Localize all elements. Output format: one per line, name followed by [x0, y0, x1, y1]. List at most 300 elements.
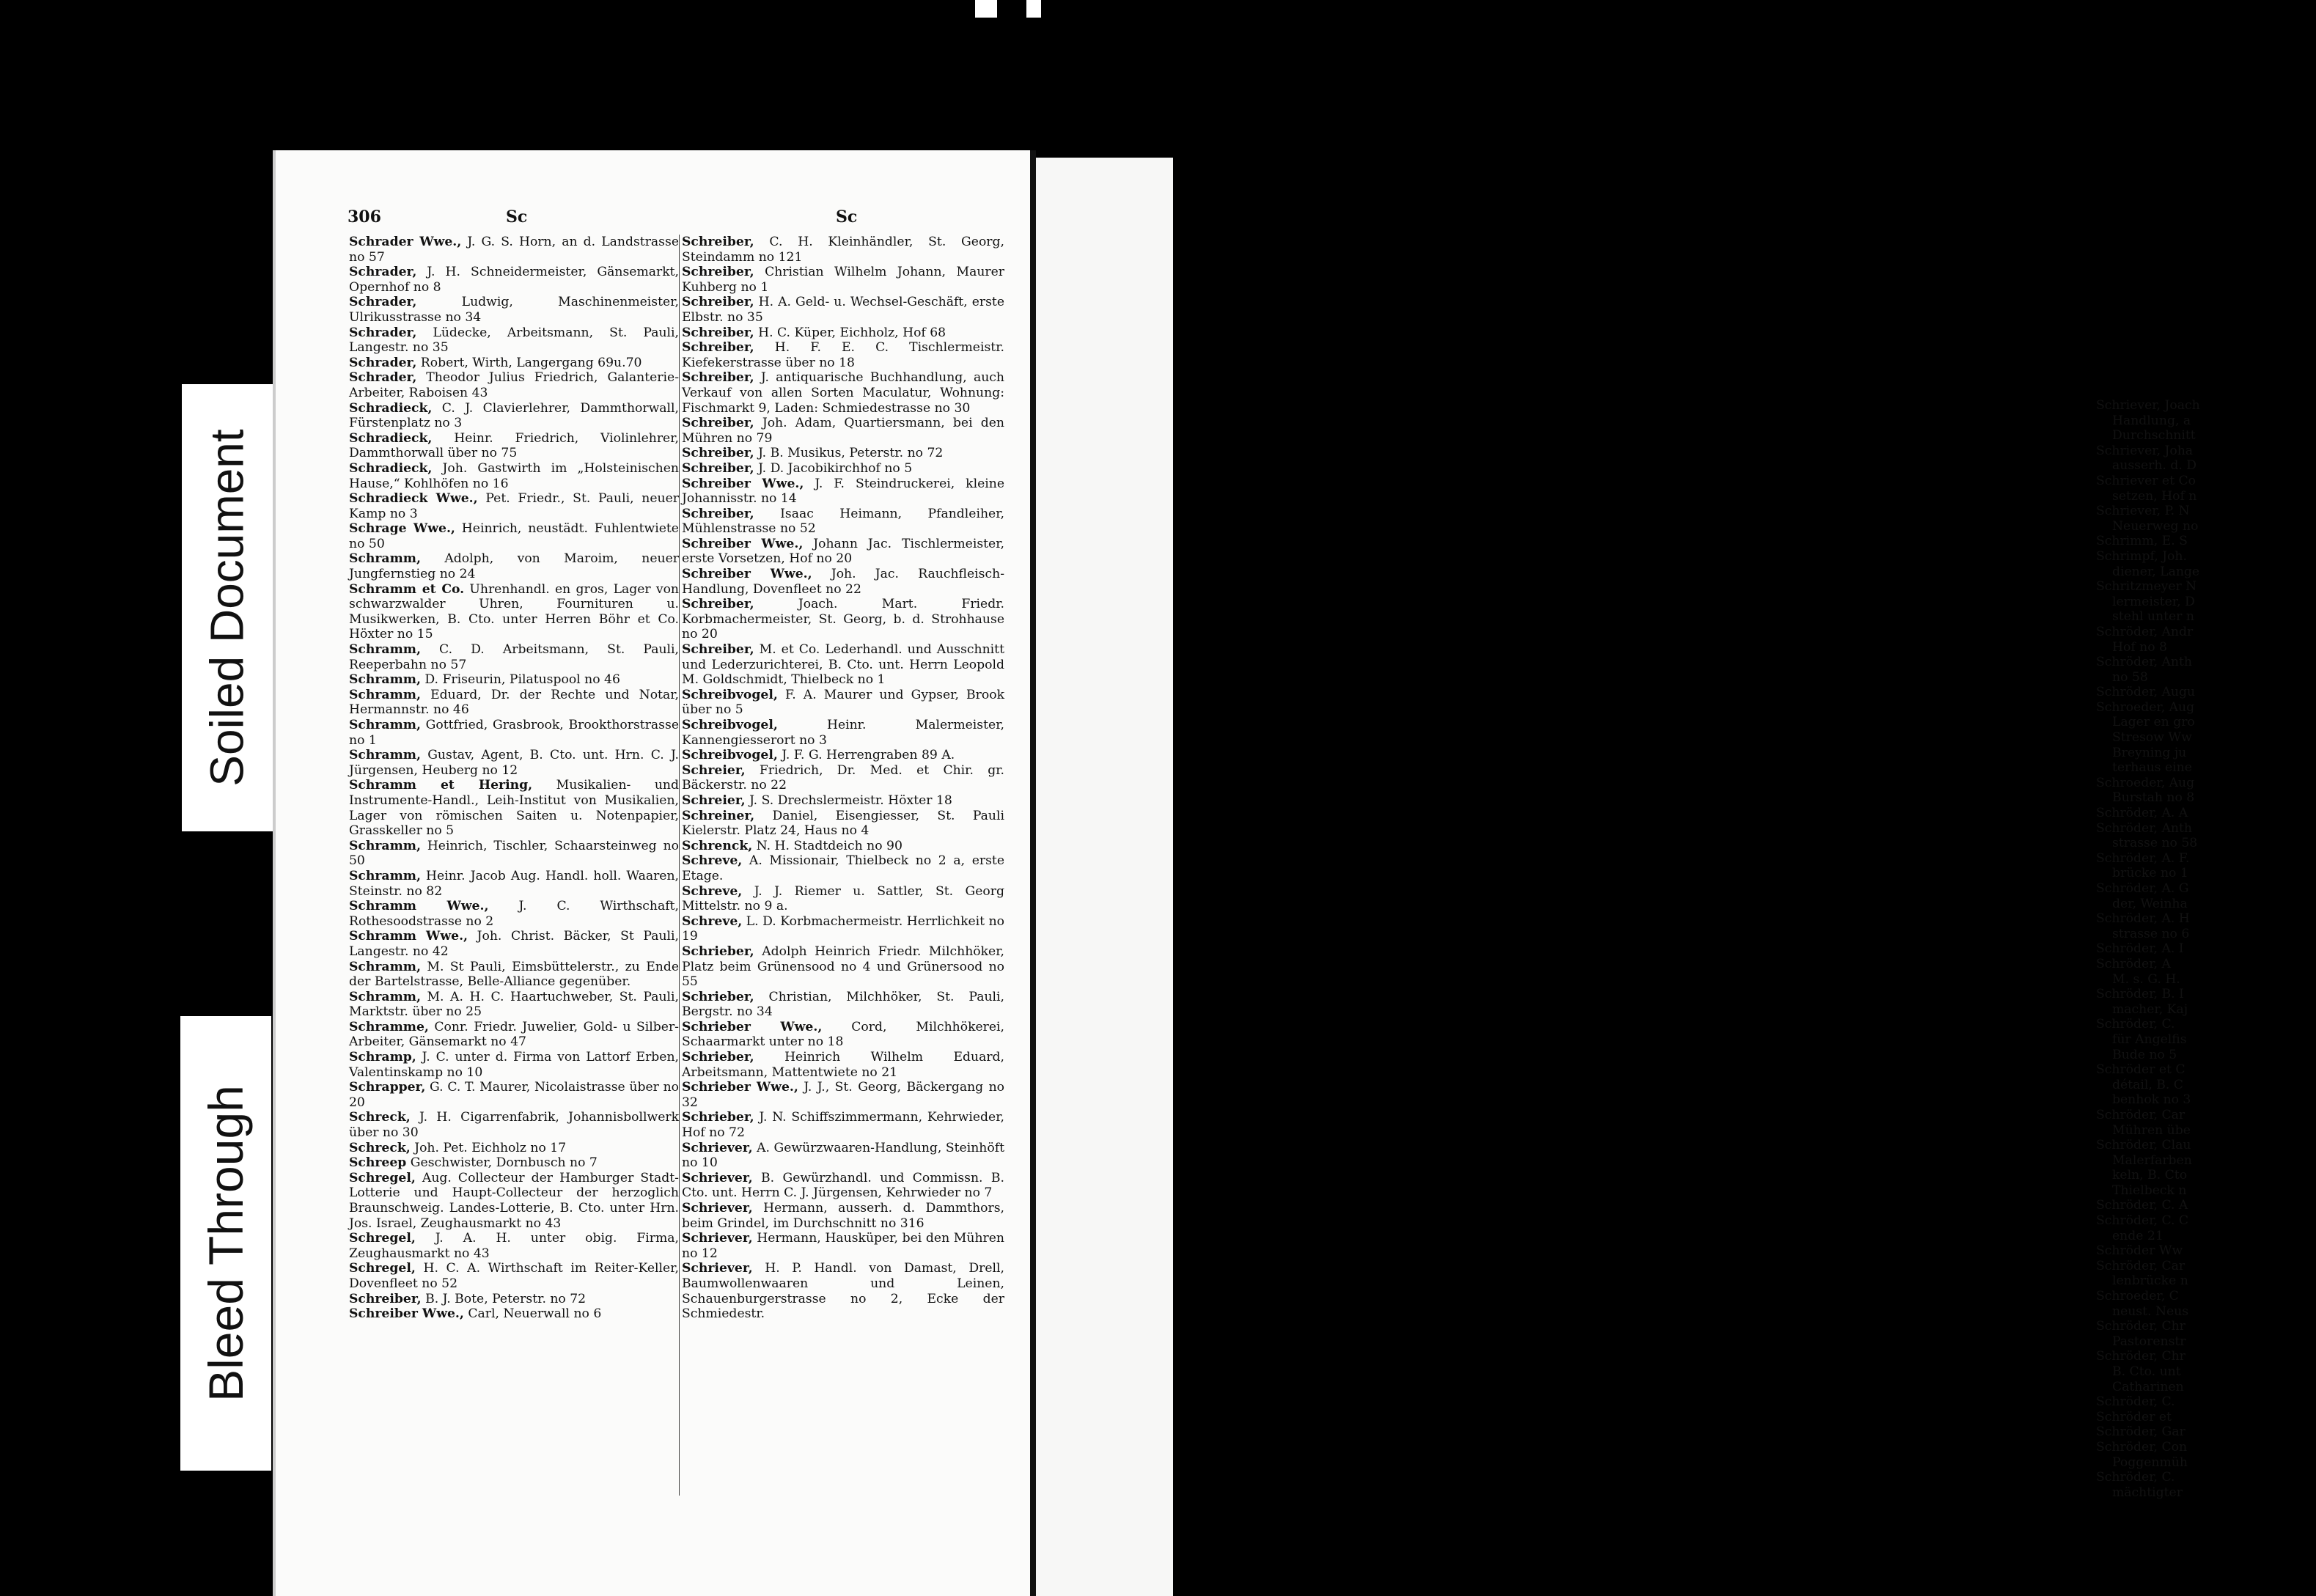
partial-entry-line: Schrimm, E. S — [2096, 534, 2188, 549]
entry-details: Uhrenhandl. en gros, Lager von schwarzwalder Uhren, Fournituren u. Musikwerken, B. Cto. unter Herren Böhr et Co. Höxter no 15 — [349, 581, 680, 642]
entry-name: Schradieck, — [349, 400, 433, 416]
entry-details: J. H. Schneidermeister, Gänsemarkt, Opernhof no 8 — [349, 265, 679, 295]
entry-details: M. et Co. Lederhandl. und Ausschnitt und Lederzurichterei, B. Cto. unt. Herrn Leopold M. Goldschmidt, Thielbeck no 1 — [682, 642, 1004, 688]
directory-entry — [682, 718, 1004, 748]
partial-entry-line: für Angelfis — [2112, 1031, 2187, 1047]
directory-entry — [682, 507, 1004, 537]
partial-entry-line: Durchschnitt — [2112, 428, 2196, 444]
partial-entry-line: Hof no 8 — [2112, 639, 2167, 655]
partial-entry-line: stehl unter n — [2112, 609, 2194, 625]
entry-details: Joh. Jac. Rauchfleisch-Handlung, Dovenfleet no 22 — [682, 567, 1004, 597]
entry-details: Daniel, Eisengiesser, St. Pauli Kielerstr. Platz 24, Haus no 4 — [682, 808, 1004, 839]
directory-entry — [349, 1292, 679, 1307]
entry-name: Schriever, — [682, 1231, 753, 1246]
partial-entry-line: Thielbeck n — [2112, 1183, 2187, 1198]
directory-entry — [682, 1171, 1004, 1201]
partial-entry-line: benhok no 3 — [2112, 1092, 2191, 1108]
entry-name: Schreiber Wwe., — [682, 567, 812, 582]
entry-details: B. Gewürzhandl. und Commissn. B. Cto. unt. Herrn C. J. Jürgensen, Kehrwieder no 7 — [682, 1170, 1004, 1201]
entry-details: J. N. Schiffszimmermann, Kehrwieder, Hof no 72 — [682, 1110, 1004, 1141]
entry-details: J. antiquarische Buchhandlung, auch Verkauf von allen Sorten Maculatur, Wohnung: Fischmarkt 9, Laden: Schmiedestrasse no 30 — [682, 370, 1004, 416]
entry-name: Schregel, — [349, 1231, 416, 1246]
partial-entry-line: lermeister, D — [2112, 594, 2195, 609]
partial-entry-line: Poggenmüh — [2112, 1455, 2188, 1470]
entry-details: M. A. H. C. Haartuchweber, St. Pauli, Marktstr. über no 25 — [349, 989, 679, 1020]
binding-tab — [997, 0, 1026, 81]
partial-entry-line: Schröder, Car — [2096, 1258, 2186, 1273]
partial-entry-line: Schröder, C. — [2096, 1394, 2175, 1410]
bleed-through-label — [180, 1016, 271, 1471]
partial-entry-line: Schröder et C — [2096, 1062, 2186, 1078]
entry-details: Cord, Milchhökerei, Schaarmarkt unter no 18 — [682, 1019, 1004, 1050]
partial-entry-line: Schröder, C. A — [2096, 1198, 2188, 1213]
partial-entry-line: B. Cto. unt — [2112, 1364, 2181, 1379]
directory-entry — [349, 1171, 679, 1231]
entry-details: B. J. Bote, Peterstr. no 72 — [421, 1291, 587, 1306]
entry-details: J. H. Cigarrenfabrik, Johannisbollwerk über no 30 — [349, 1110, 679, 1141]
directory-entry — [682, 340, 1004, 370]
directory-entry — [682, 914, 1004, 944]
partial-entry-line: Schröder, C. — [2096, 1470, 2175, 1485]
partial-entry-line: Schroeder, Aug — [2096, 775, 2195, 790]
entry-name: Schreibvogel, — [682, 718, 778, 732]
entry-name: Schramm, — [349, 718, 421, 732]
directory-entry — [349, 235, 679, 265]
directory-entry — [682, 370, 1004, 416]
entry-details: Lüdecke, Arbeitsmann, St. Pauli, Langestr. no 35 — [349, 325, 679, 356]
partial-entry-line: Handlung, a — [2112, 413, 2191, 428]
entry-name: Schrader, — [349, 265, 417, 280]
entry-details: H. P. Handl. von Damast, Drell, Baumwollenwaaren und Leinen, Schauenburgerstrasse no 2, Ecke der Schmiedestr. — [682, 1261, 1004, 1322]
entry-name: Schreiber, — [682, 235, 754, 249]
entry-name: Schreiber Wwe., — [349, 1306, 464, 1322]
running-head-right: Sc — [836, 207, 858, 227]
partial-entry-line: Schröder, Anth — [2096, 655, 2192, 670]
entry-name: Schriever, — [682, 1261, 753, 1276]
entry-name: Schreiber, — [682, 265, 754, 280]
directory-entry — [682, 748, 1004, 763]
entry-name: Schramp, — [349, 1050, 416, 1065]
directory-entry — [349, 1261, 679, 1291]
entry-details: J. B. Musikus, Peterstr. no 72 — [754, 446, 944, 461]
entry-name: Schramm et Hering, — [349, 778, 533, 793]
entry-details: M. St Pauli, Eimsbüttelerstr., zu Ende der Bartelstrasse, Belle-Alliance gegenüber. — [349, 959, 679, 990]
directory-entry — [349, 688, 679, 718]
entry-name: Schregel, — [349, 1170, 416, 1185]
entry-name: Schramme, — [349, 1019, 429, 1034]
entry-name: Schrieber, — [682, 1110, 754, 1125]
right-page — [1036, 158, 2200, 1596]
entry-details: J. A. H. unter obig. Firma, Zeughausmarkt no 43 — [349, 1231, 679, 1261]
entry-details: Christian, Milchhöker, St. Pauli, Bergstr. no 34 — [682, 989, 1004, 1020]
directory-entry — [682, 1020, 1004, 1050]
partial-entry-line: Malerfarben — [2112, 1152, 2192, 1168]
partial-entry-line: neust. Neus — [2112, 1303, 2189, 1319]
directory-entry — [349, 718, 679, 748]
directory-column-left — [349, 235, 679, 1322]
entry-name: Schriever, — [682, 1140, 753, 1155]
entry-name: Schramm Wwe., — [349, 899, 489, 914]
entry-name: Schrader, — [349, 325, 417, 340]
partial-entry-line: Schröder, A — [2096, 956, 2171, 971]
directory-entry — [682, 597, 1004, 642]
partial-entry-line: Schröder, C. C — [2096, 1213, 2189, 1229]
entry-name: Schrader, — [349, 355, 417, 370]
entry-details: Joh. Pet. Eichholz no 17 — [410, 1140, 567, 1155]
entry-name: Schreiber, — [682, 446, 754, 461]
directory-entry — [349, 431, 679, 461]
partial-entry-line: Schröder, Car — [2096, 1107, 2186, 1122]
entry-name: Schreiber Wwe., — [682, 476, 804, 491]
partial-entry-line: terhaus eine — [2112, 760, 2192, 776]
directory-entry — [682, 763, 1004, 793]
directory-entry — [349, 839, 679, 869]
entry-details: Musikalien- und Instrumente-Handl., Leih-Institut von Musikalien, Lager von römischen Saiten u. Notenpapier, Grasskeller no 5 — [349, 778, 679, 839]
directory-entry — [682, 567, 1004, 597]
entry-name: Schreiber, — [349, 1291, 422, 1306]
entry-name: Schrage Wwe., — [349, 521, 455, 537]
entry-details: N. H. Stadtdeich no 90 — [752, 838, 902, 853]
directory-entry — [682, 295, 1004, 325]
entry-name: Schreiber, — [682, 325, 754, 340]
entry-details: Christian Wilhelm Johann, Maurer Kuhberg no 1 — [682, 265, 1004, 295]
partial-entry-line: M. s. G. H. — [2112, 971, 2180, 987]
entry-details: Hermann, ausserh. d. Dammthors, beim Grindel, im Durchschnitt no 316 — [682, 1201, 1004, 1231]
entry-name: Schreiber, — [682, 642, 754, 658]
partial-entry-line: Breyning ju — [2112, 745, 2187, 760]
directory-entry — [349, 295, 679, 325]
entry-details: F. A. Maurer und Gypser, Brook über no 5 — [682, 687, 1004, 718]
directory-entry — [682, 1110, 1004, 1140]
directory-entry — [682, 326, 1004, 341]
entry-name: Schramm, — [349, 687, 421, 702]
entry-details: Heinr. Friedrich, Violinlehrer, Dammthorwall über no 75 — [349, 430, 679, 461]
directory-entry — [349, 929, 679, 959]
entry-details: Theodor Julius Friedrich, Galanterie-Arbeiter, Raboisen 43 — [349, 370, 679, 400]
entry-details: J. J. Riemer u. Sattler, St. Georg Mittelstr. no 9 a. — [682, 883, 1004, 914]
directory-entry — [349, 778, 679, 838]
entry-name: Schriever, — [682, 1170, 753, 1185]
partial-entry-line: Stresow Ww — [2112, 730, 2192, 746]
entry-details: G. C. T. Maurer, Nicolaistrasse über no 20 — [349, 1080, 679, 1110]
entry-details: J. G. S. Horn, an d. Landstrasse no 57 — [349, 235, 679, 265]
entry-name: Schreiber, — [682, 340, 754, 356]
directory-entry — [349, 265, 679, 295]
directory-entry — [682, 990, 1004, 1020]
soiled-document-text: Soiled Document — [201, 429, 254, 787]
directory-entry — [349, 521, 679, 551]
directory-entry — [349, 1141, 679, 1156]
directory-entry — [682, 265, 1004, 295]
partial-entry-line: strasse no 58 — [2112, 836, 2198, 851]
entry-name: Schramm, — [349, 642, 421, 658]
directory-entry — [349, 869, 679, 899]
entry-details: Joh. Gastwirth im „Holsteinischen Hause,“ Kohlhöfen no 16 — [349, 460, 679, 491]
partial-entry-line: mächtigter — [2112, 1485, 2183, 1500]
directory-entry — [682, 642, 1004, 688]
partial-entry-line: Schröder, A. I — [2096, 941, 2184, 957]
entry-name: Schreiber, — [682, 597, 754, 612]
entry-details: Aug. Collecteur der Hamburger Stadt-Lotterie und Haupt-Collecteur der herzoglich Braunschweig. Landes-Lotterie, B. Cto. unter Hrn. Jos. Israel, Zeughausmarkt no 43 — [349, 1170, 679, 1231]
entry-name: Schramm, — [349, 989, 421, 1004]
directory-entry — [349, 642, 679, 672]
entry-name: Schramm, — [349, 838, 421, 853]
partial-entry-line: Schröder, A. A — [2096, 806, 2188, 821]
partial-entry-line: Schröder, Augu — [2096, 685, 2196, 700]
directory-entry — [682, 1201, 1004, 1231]
bleed-through-text: Bleed Through — [199, 1085, 253, 1402]
directory-entry — [682, 1261, 1004, 1321]
entry-details: Heinr. Jacob Aug. Handl. holl. Waaren, Steinstr. no 82 — [349, 868, 679, 899]
entry-name: Schreve, — [682, 913, 743, 929]
entry-details: Heinrich, neustädt. Fuhlentwiete no 50 — [349, 521, 679, 551]
partial-entry-line: Bude no 5 — [2112, 1047, 2177, 1062]
directory-entry — [682, 446, 1004, 461]
entry-name: Schramm Wwe., — [349, 929, 468, 944]
entry-details: H. C. Küper, Eichholz, Hof 68 — [754, 325, 946, 340]
entry-name: Schreve, — [682, 883, 743, 899]
partial-entry-line: keln, B. Cto — [2112, 1168, 2188, 1183]
entry-name: Schramm et Co. — [349, 581, 465, 597]
partial-entry-line: Schroeder, Aug — [2096, 699, 2195, 715]
partial-entry-line: Burstah no 8 — [2112, 790, 2195, 806]
entry-name: Schrieber, — [682, 989, 754, 1004]
entry-details: H. C. A. Wirthschaft im Reiter-Keller, Dovenfleet no 52 — [349, 1261, 679, 1291]
entry-details: J. S. Drechslermeistr. Höxter 18 — [745, 793, 952, 808]
directory-entry — [682, 416, 1004, 446]
partial-entry-line: lenbrücke n — [2112, 1273, 2188, 1289]
partial-entry-line: Schriever, Joha — [2096, 443, 2194, 458]
entry-name: Schradieck Wwe., — [349, 491, 478, 507]
entry-name: Schrader, — [349, 295, 417, 310]
directory-entry — [349, 960, 679, 990]
entry-name: Schregel, — [349, 1261, 416, 1276]
directory-entry — [682, 853, 1004, 883]
entry-name: Schriever, — [682, 1201, 753, 1216]
directory-entry — [682, 793, 1004, 809]
directory-entry — [682, 944, 1004, 990]
running-head-left: Sc — [506, 207, 528, 227]
directory-entry — [349, 1080, 679, 1110]
entry-details: Robert, Wirth, Langergang 69u.70 — [416, 355, 642, 370]
entry-details: Ludwig, Maschinenmeister, Ulrikusstrasse no 34 — [349, 295, 679, 325]
directory-entry — [349, 990, 679, 1020]
partial-entry-line: Schröder, B. I — [2096, 987, 2184, 1002]
entry-name: Schramm, — [349, 551, 421, 567]
entry-details: Geschwister, Dornbusch no 7 — [406, 1155, 598, 1171]
directory-entry — [349, 401, 679, 431]
partial-entry-line: détail, B. C — [2112, 1077, 2183, 1092]
partial-entry-line: brücke no 1 — [2112, 866, 2188, 881]
partial-entry-line: Schriever, Joach — [2096, 398, 2200, 413]
entry-name: Schramm, — [349, 959, 421, 974]
entry-details: D. Friseurin, Pilatuspool no 46 — [420, 672, 620, 688]
directory-entry — [682, 1050, 1004, 1080]
partial-entry-line: Schröder et — [2096, 1409, 2172, 1424]
directory-entry — [682, 839, 1004, 854]
partial-entry-line: Pastorenstr — [2112, 1334, 2186, 1349]
entry-name: Schreep — [349, 1155, 407, 1171]
entry-name: Schrapper, — [349, 1080, 426, 1095]
entry-details: A. Gewürzwaaren-Handlung, Steinhöft no 10 — [682, 1140, 1004, 1171]
partial-entry-line: Mühren übe — [2112, 1122, 2191, 1138]
column-divider — [679, 235, 680, 1496]
entry-details: Johann Jac. Tischlermeister, erste Vorsetzen, Hof no 20 — [682, 536, 1005, 567]
entry-details: Joach. Mart. Friedr. Korbmachermeister, St. Georg, b. d. Strohhause no 20 — [682, 597, 1004, 642]
entry-details: J. F. G. Herrengraben 89 A. — [777, 748, 955, 763]
entry-details: Joh. Christ. Bäcker, St Pauli, Langestr. no 42 — [349, 929, 679, 959]
entry-name: Schreiber, — [682, 295, 754, 310]
partial-entry-line: Lager en gro — [2112, 715, 2195, 730]
partial-entry-line: Schröder, Anth — [2096, 820, 2192, 836]
directory-entry — [682, 688, 1004, 718]
entry-name: Schreiber Wwe., — [682, 536, 804, 551]
entry-details: Hermann, Hausküper, bei den Mühren no 12 — [682, 1231, 1004, 1261]
partial-entry-line: Schröder, Chr — [2096, 1319, 2186, 1334]
partial-entry-line: Schröder, Gar — [2096, 1424, 2186, 1440]
entry-name: Schrieber Wwe., — [682, 1080, 798, 1095]
entry-details: Eduard, Dr. der Rechte und Notar, Hermannstr. no 46 — [349, 687, 679, 718]
partial-entry-line: Schröder, A. F. — [2096, 850, 2190, 866]
partial-entry-line: Schriever, P. N — [2096, 504, 2190, 519]
directory-entry — [349, 356, 679, 371]
directory-entry — [682, 1141, 1004, 1171]
partial-entry-line: setzen, Hof n — [2112, 488, 2197, 504]
directory-entry — [349, 582, 679, 642]
entry-details: Gustav, Agent, B. Cto. unt. Hrn. C. J. Jürgensen, Heuberg no 12 — [349, 748, 679, 778]
entry-name: Schrader Wwe., — [349, 235, 462, 249]
right-page-column — [2096, 398, 2316, 1500]
entry-details: Adolph Heinrich Friedr. Milchhöker, Platz beim Grünensood no 4 und Grünersood no 55 — [682, 944, 1004, 990]
directory-entry — [682, 1080, 1004, 1110]
entry-name: Schreck, — [349, 1110, 411, 1125]
entry-details: Joh. Adam, Quartiersmann, bei den Mühren no 79 — [682, 416, 1004, 446]
entry-name: Schreiber, — [682, 416, 754, 431]
entry-name: Schreier, — [682, 793, 746, 808]
entry-details: J. C. unter d. Firma von Lattorf Erben, Valentinskamp no 10 — [349, 1050, 679, 1080]
entry-details: Isaac Heimann, Pfandleiher, Mühlenstrasse no 52 — [682, 506, 1004, 537]
directory-entry — [349, 748, 679, 778]
directory-entry — [349, 461, 679, 491]
page-gutter — [1030, 150, 1036, 1596]
partial-entry-line: no 58 — [2112, 669, 2148, 685]
entry-name: Schrader, — [349, 370, 417, 386]
entry-details: Heinrich Wilhelm Eduard, Arbeitsmann, Mattentwiete no 21 — [682, 1050, 1004, 1080]
entry-name: Schreck, — [349, 1140, 411, 1155]
page-number: 306 — [348, 207, 381, 227]
directory-entry — [349, 899, 679, 929]
directory-entry — [349, 326, 679, 356]
entry-details: J. F. Steindruckerei, kleine Johannisstr. no 14 — [682, 476, 1004, 507]
entry-details: J. D. Jacobikirchhof no 5 — [754, 460, 913, 476]
directory-entry — [349, 1155, 679, 1171]
directory-entry — [682, 461, 1004, 477]
partial-entry-line: Schroeder, C — [2096, 1289, 2179, 1304]
entry-name: Schreiber, — [682, 506, 754, 521]
entry-name: Schrieber, — [682, 944, 754, 959]
entry-details: Carl, Neuerwall no 6 — [463, 1306, 602, 1322]
entry-details: C. J. Clavierlehrer, Dammthorwall, Fürstenplatz no 3 — [349, 400, 679, 431]
entry-name: Schrieber, — [682, 1050, 754, 1065]
entry-details: C. D. Arbeitsmann, St. Pauli, Reeperbahn no 57 — [349, 642, 679, 672]
partial-entry-line: Schröder, C. — [2096, 1017, 2175, 1032]
entry-details: Friedrich, Dr. Med. et Chir. gr. Bäckerstr. no 22 — [682, 762, 1004, 793]
entry-details: H. F. E. C. Tischlermeistr. Kiefekerstrasse über no 18 — [682, 340, 1004, 370]
partial-entry-line: Schröder, Andr — [2096, 624, 2194, 639]
partial-entry-line: ende 21 — [2112, 1228, 2164, 1243]
partial-entry-line: Catharinen — [2112, 1379, 2184, 1394]
directory-entry — [349, 370, 679, 400]
directory-entry — [349, 551, 679, 581]
entry-name: Schramm, — [349, 868, 421, 883]
entry-name: Schreier, — [682, 762, 746, 778]
entry-name: Schramm, — [349, 748, 421, 763]
partial-entry-line: Schröder, A. G — [2096, 881, 2189, 896]
entry-name: Schrieber Wwe., — [682, 1019, 823, 1034]
partial-entry-line: strasse no 6 — [2112, 926, 2190, 941]
partial-entry-line: Schröder, Con — [2096, 1439, 2188, 1455]
entry-name: Schreibvogel, — [682, 748, 778, 763]
entry-details: A. Missionair, Thielbeck no 2 a, erste Etage. — [682, 853, 1004, 883]
directory-entry — [349, 1231, 679, 1261]
directory-entry — [349, 491, 679, 521]
entry-name: Schradieck, — [349, 430, 433, 446]
entry-details: Gottfried, Grasbrook, Brookthorstrasse no 1 — [349, 718, 679, 748]
entry-details: H. A. Geld- u. Wechsel-Geschäft, erste Elbstr. no 35 — [682, 295, 1004, 325]
directory-entry — [682, 477, 1004, 507]
entry-details: J. J., St. Georg, Bäckergang no 32 — [682, 1080, 1005, 1110]
soiled-document-label — [182, 384, 273, 831]
entry-name: Schradieck, — [349, 460, 433, 476]
entry-name: Schreve, — [682, 853, 743, 869]
entry-name: Schramm, — [349, 672, 421, 688]
directory-column-middle — [682, 235, 1004, 1322]
entry-name: Schreiber, — [682, 460, 754, 476]
partial-entry-line: diener, Lange — [2112, 564, 2200, 579]
partial-entry-line: Schrimpf, Joh. — [2096, 548, 2187, 564]
partial-entry-line: der, Weinha — [2112, 896, 2188, 911]
entry-details: Adolph, von Maroim, neuer Jungfernstieg no 24 — [349, 551, 679, 582]
entry-details: Heinrich, Tischler, Schaarsteinweg no 50 — [349, 838, 679, 869]
partial-entry-line: Schröder, A. H — [2096, 911, 2190, 927]
directory-entry — [682, 537, 1004, 567]
directory-entry — [349, 1306, 679, 1322]
partial-entry-line: macher, Kaj — [2112, 1001, 2188, 1017]
partial-entry-line: Schröder Ww — [2096, 1243, 2183, 1259]
partial-entry-line: ausserh. d. D — [2112, 458, 2197, 474]
directory-entry — [349, 1050, 679, 1080]
directory-entry — [349, 1110, 679, 1140]
directory-entry — [349, 1020, 679, 1050]
entry-name: Schreiber, — [682, 370, 754, 386]
partial-entry-line: Schritzmeyer N — [2096, 579, 2197, 595]
entry-details: Heinr. Malermeister, Kannengiesserort no 3 — [682, 718, 1004, 748]
entry-details: J. C. Wirthschaft, Rothesoodstrasse no 2 — [349, 899, 679, 929]
entry-details: Conr. Friedr. Juwelier, Gold- u Silber-Arbeiter, Gänsemarkt no 47 — [349, 1019, 679, 1050]
entry-details: L. D. Korbmachermeistr. Herrlichkeit no 19 — [682, 913, 1004, 944]
entry-details: C. H. Kleinhändler, St. Georg, Steindamm no 121 — [682, 235, 1004, 265]
directory-entry — [349, 672, 679, 688]
partial-entry-line: Neuerweg no — [2112, 518, 2199, 534]
directory-entry — [682, 235, 1004, 265]
directory-entry — [682, 1231, 1004, 1261]
partial-entry-line: Schröder, Clau — [2096, 1138, 2191, 1153]
entry-name: Schreibvogel, — [682, 687, 778, 702]
directory-entry — [682, 809, 1004, 839]
entry-name: Schrenck, — [682, 838, 753, 853]
entry-name: Schreiner, — [682, 808, 755, 823]
directory-entry — [682, 884, 1004, 914]
